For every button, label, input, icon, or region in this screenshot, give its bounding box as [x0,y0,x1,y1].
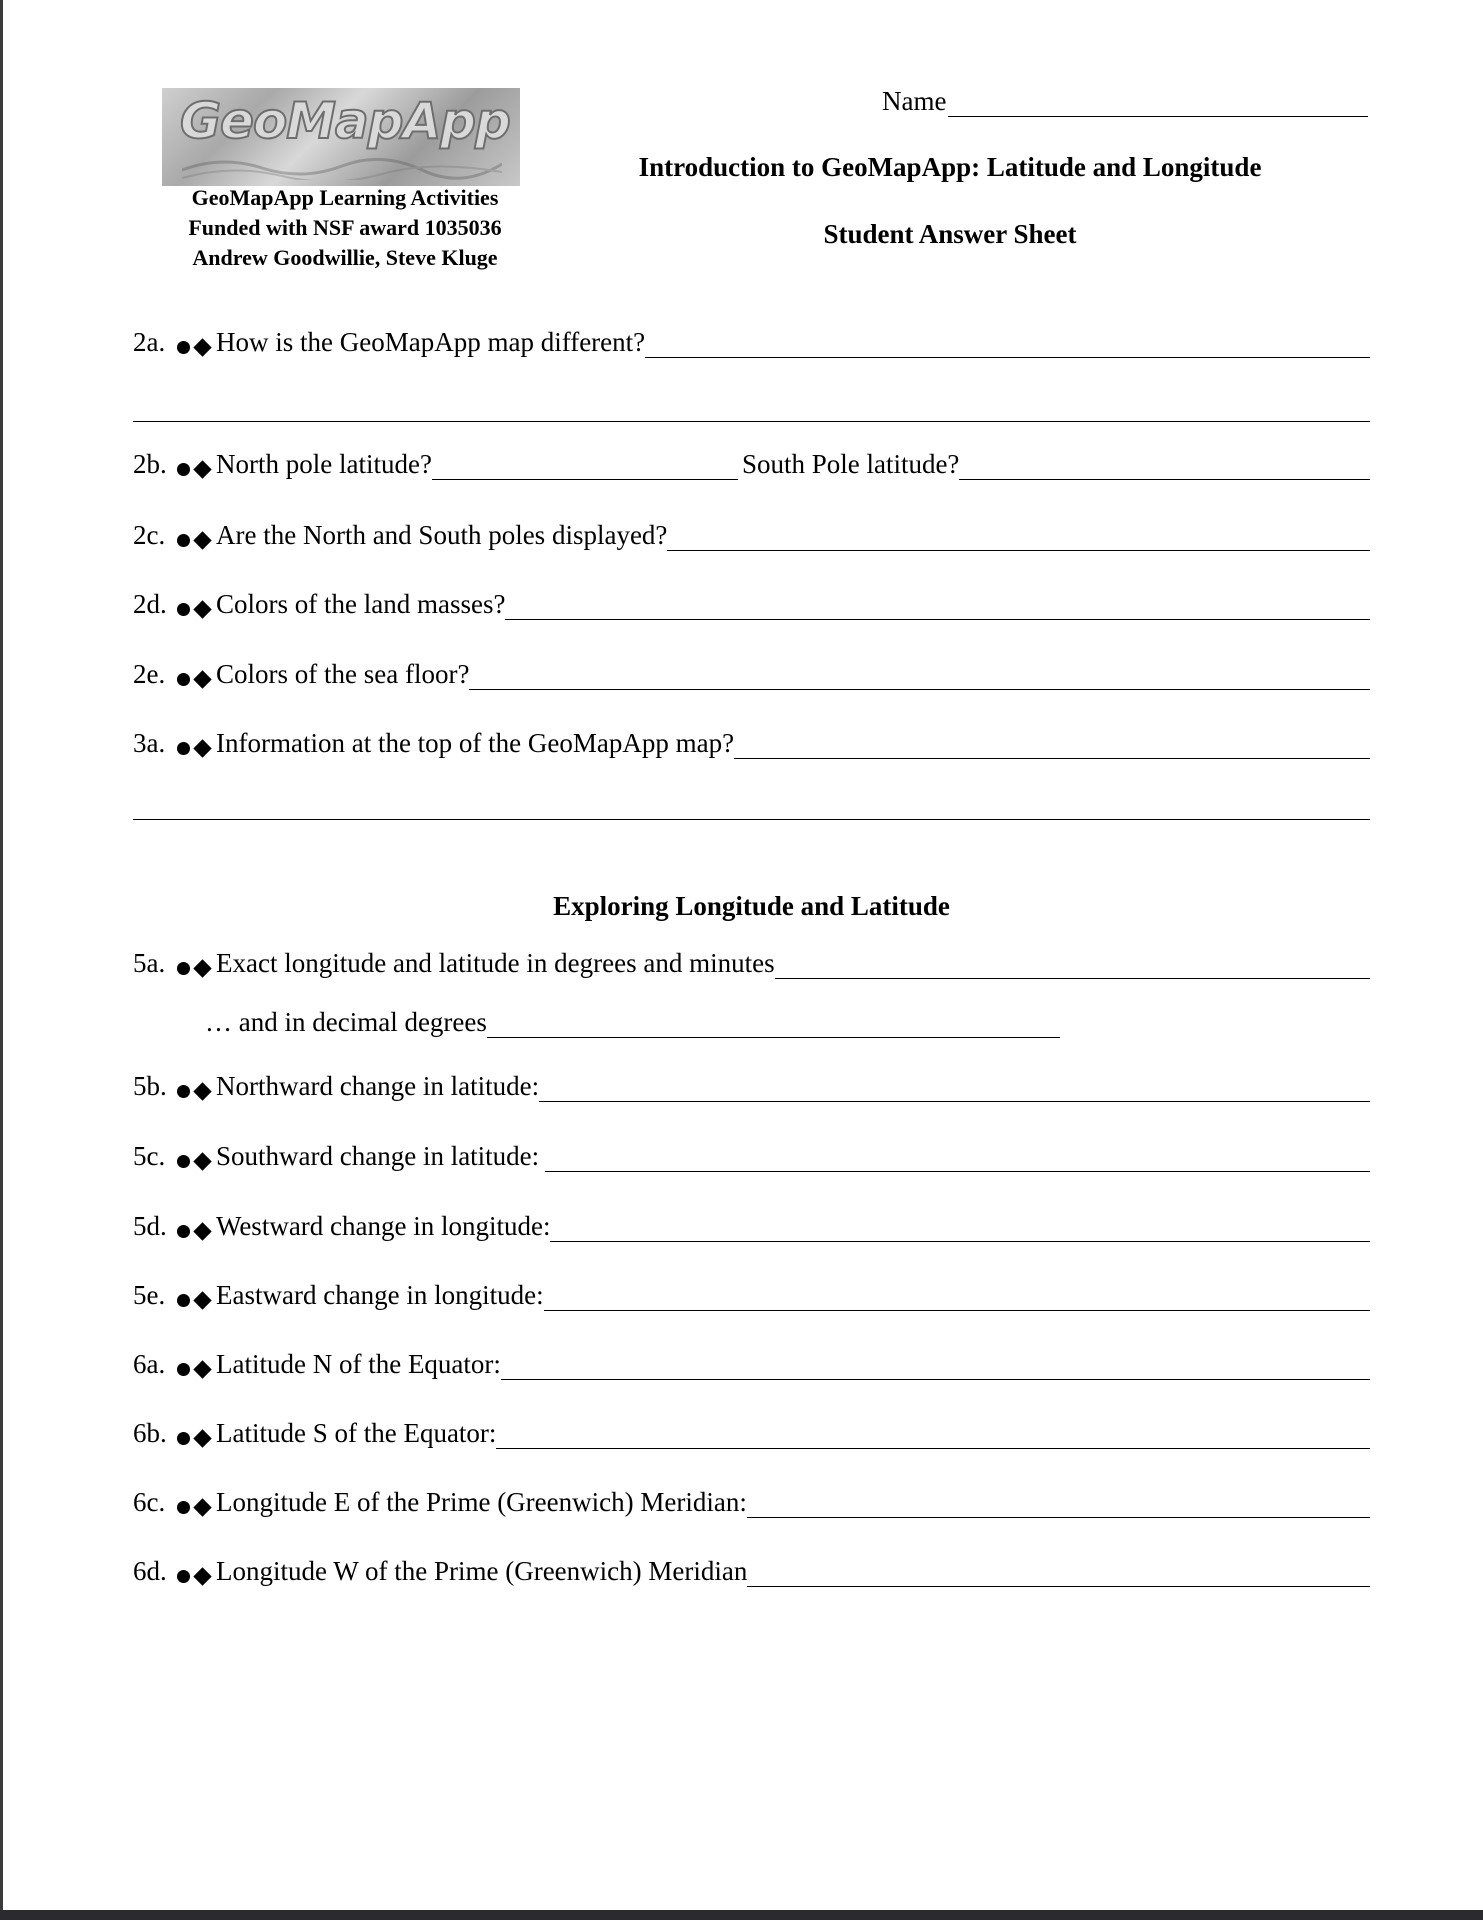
circle-icon [177,1432,190,1445]
circle-icon [177,1085,190,1098]
difficulty-marks [177,1570,213,1583]
diamond-icon [193,1082,211,1100]
diamond-icon [193,460,211,478]
question-number: 6c. [133,1487,166,1517]
question-text: Information at the top of the GeoMapApp map? [216,728,735,758]
diamond-icon [193,739,211,757]
question-2c [133,517,1370,551]
south-pole-answer-line[interactable] [959,451,1370,480]
diamond-icon [193,1291,211,1309]
difficulty-marks [177,1085,213,1098]
geomapapp-logo [162,88,520,186]
diamond-icon [193,1498,211,1516]
name-row [882,86,1368,117]
answer-line[interactable] [645,329,1370,358]
diamond-icon [193,531,211,549]
question-text: Northward change in latitude: [216,1071,540,1101]
question-text: Latitude N of the Equator: [216,1349,501,1379]
question-text-secondary: South Pole latitude? [741,449,960,479]
answer-line[interactable] [505,591,1370,620]
answer-line[interactable] [501,1351,1370,1380]
question-2d [133,586,1370,620]
credits-line-3: Andrew Goodwillie, Steve Kluge [192,245,498,270]
question-subtext: … and in decimal degrees [205,1007,487,1037]
decimal-degrees-answer-line[interactable] [487,1009,1060,1038]
question-5a-sub [205,1004,1060,1038]
difficulty-marks [177,1432,213,1445]
question-number: 5c. [133,1141,166,1171]
answer-line[interactable] [496,1420,1370,1449]
circle-icon [177,1363,190,1376]
circle-icon [177,463,190,476]
answer-line[interactable] [469,661,1370,690]
answer-line[interactable] [747,1489,1370,1518]
question-text: Colors of the land masses? [216,589,506,619]
difficulty-marks [177,742,213,755]
question-text: Longitude W of the Prime (Greenwich) Meridian [216,1556,748,1586]
question-text: Longitude E of the Prime (Greenwich) Meridian: [216,1487,747,1517]
difficulty-marks [177,1155,213,1168]
logo-text: GeoMapApp [180,92,510,150]
circle-icon [177,742,190,755]
answer-line[interactable] [545,1143,1370,1172]
difficulty-marks [177,1225,213,1238]
difficulty-marks [177,534,213,547]
circle-icon [177,1155,190,1168]
viewer-bottom-bar [0,1910,1483,1920]
question-2b [133,446,1370,480]
diamond-icon [193,338,211,356]
answer-line[interactable] [544,1282,1370,1311]
circle-icon [177,962,190,975]
question-number: 5e. [133,1280,166,1310]
difficulty-marks [177,341,213,354]
logo-wave-graphic [182,150,502,180]
diamond-icon [193,1152,211,1170]
question-5d [133,1208,1370,1242]
answer-line[interactable] [550,1213,1370,1242]
question-2e [133,656,1370,690]
circle-icon [177,1501,190,1514]
circle-icon [177,1570,190,1583]
question-number: 6b. [133,1418,167,1448]
question-text: Colors of the sea floor? [216,659,470,689]
question-number: 6a. [133,1349,166,1379]
question-number: 5d. [133,1211,167,1241]
answer-line[interactable] [539,1073,1370,1102]
credits-block [150,183,540,273]
diamond-icon [193,670,211,688]
circle-icon [177,341,190,354]
question-text: Westward change in longitude: [216,1211,551,1241]
question-6a [133,1346,1370,1380]
circle-icon [177,1225,190,1238]
diamond-icon [193,1567,211,1585]
section-title: Exploring Longitude and Latitude [553,891,950,921]
diamond-icon [193,600,211,618]
question-3a [133,725,1370,759]
question-5c [133,1138,1370,1172]
north-pole-answer-line[interactable] [432,451,738,480]
answer-line-continued[interactable] [133,819,1370,820]
question-6b [133,1415,1370,1449]
question-number: 6d. [133,1556,167,1586]
circle-icon [177,603,190,616]
difficulty-marks [177,1363,213,1376]
name-label: Name [882,86,947,116]
question-text: How is the GeoMapApp map different? [216,327,646,357]
question-number: 2a. [133,327,166,357]
question-text: North pole latitude? [216,449,432,479]
answer-line[interactable] [775,950,1370,979]
question-text: Exact longitude and latitude in degrees and minutes [216,948,775,978]
question-6c [133,1484,1370,1518]
difficulty-marks [177,1501,213,1514]
question-number: 5b. [133,1071,167,1101]
difficulty-marks [177,673,213,686]
page-left-border [0,0,3,1920]
question-text: Are the North and South poles displayed? [216,520,668,550]
circle-icon [177,1294,190,1307]
answer-line[interactable] [747,1558,1370,1587]
question-number: 2b. [133,449,167,479]
difficulty-marks [177,603,213,616]
credits-line-2: Funded with NSF award 1035036 [188,215,502,240]
question-number: 2d. [133,589,167,619]
question-text: Latitude S of the Equator: [216,1418,497,1448]
question-text: Eastward change in longitude: [216,1280,544,1310]
difficulty-marks [177,463,213,476]
credits-line-1: GeoMapApp Learning Activities [191,185,499,210]
circle-icon [177,534,190,547]
question-number: 5a. [133,948,166,978]
question-number: 2c. [133,520,166,550]
diamond-icon [193,1222,211,1240]
page-title: Introduction to GeoMapApp: Latitude and Longitude [638,152,1262,182]
diamond-icon [193,959,211,977]
question-5e [133,1277,1370,1311]
circle-icon [177,673,190,686]
answer-line-continued[interactable] [133,421,1370,422]
page-subtitle: Student Answer Sheet [823,219,1077,249]
answer-line[interactable] [667,522,1370,551]
question-6d [133,1553,1370,1587]
question-5b [133,1068,1370,1102]
diamond-icon [193,1360,211,1378]
difficulty-marks [177,962,213,975]
question-text: Southward change in latitude: [216,1141,540,1171]
question-2a [133,324,1370,358]
question-number: 3a. [133,728,166,758]
question-5a [133,945,1370,979]
name-field[interactable] [948,88,1368,117]
difficulty-marks [177,1294,213,1307]
diamond-icon [193,1429,211,1447]
question-number: 2e. [133,659,166,689]
answer-line[interactable] [734,730,1370,759]
